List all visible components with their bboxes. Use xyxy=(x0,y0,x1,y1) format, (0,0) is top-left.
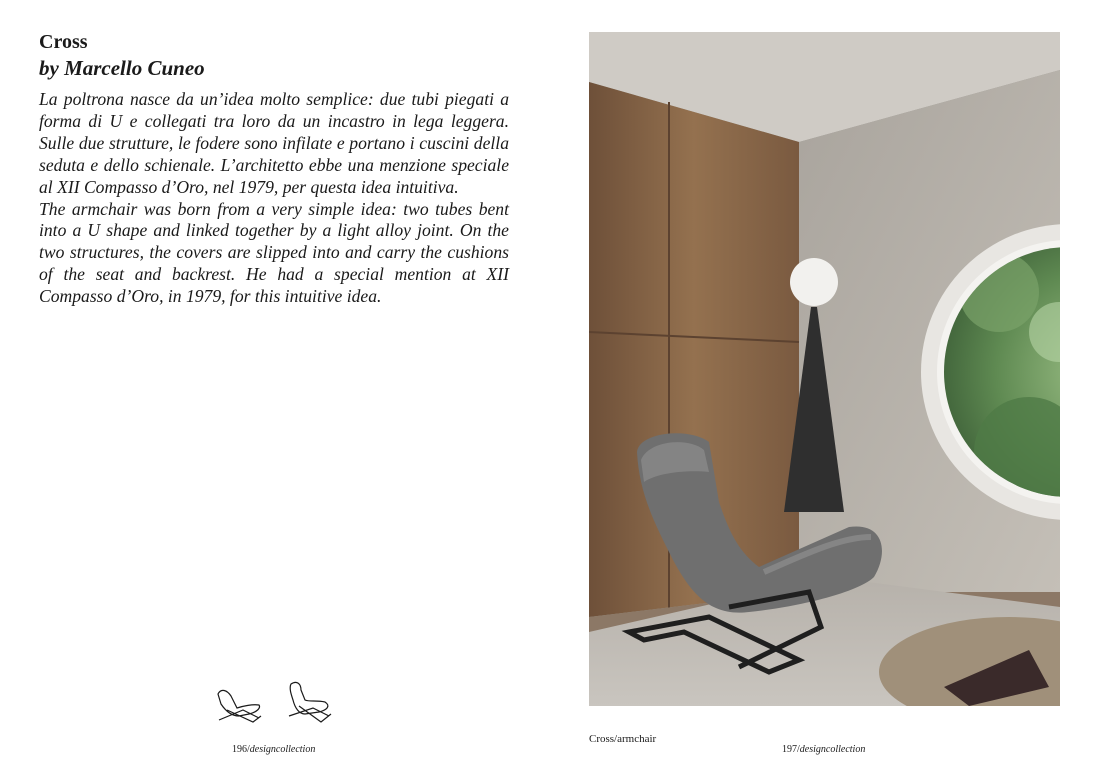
description-english: The armchair was born from a very simple idea: two tubes bent into a U shape and linked together by a light alloy joint. On the two structures, the covers are slipped into and carry the cushions of the seat and backrest. He had a special mention at XII Compasso d’Oro, in 1979, for this intuitive idea. xyxy=(39,198,509,307)
page-section: designcollection xyxy=(249,744,316,755)
armchair-line-icons xyxy=(213,676,337,728)
page-section: designcollection xyxy=(799,744,866,755)
armchair-interior-photo xyxy=(589,32,1060,706)
description-text xyxy=(39,89,509,308)
page-number: 197 xyxy=(782,744,797,755)
photo-caption: Cross/armchair xyxy=(589,733,657,745)
product-title: Cross xyxy=(39,31,88,53)
armchair-line-icon xyxy=(218,690,261,722)
page-number: 196 xyxy=(232,744,247,755)
description-italian: La poltrona nasce da un’idea molto semplice: due tubi piegati a forma di U e collegati tra loro da un incastro in lega leggera. Sulle due strutture, le fodere sono infilate e portano i cuscini della seduta e dello schienale. L’architetto ebbe una menzione speciale al XII Compasso d’Oro, nel 1979, per questa idea intuitiva. xyxy=(39,89,509,197)
armchair-line-icon xyxy=(289,682,331,722)
page-number-right: 197/designcollection xyxy=(782,744,866,755)
page-number-left: 196/designcollection xyxy=(232,744,316,755)
designer-byline: by Marcello Cuneo xyxy=(39,56,205,80)
